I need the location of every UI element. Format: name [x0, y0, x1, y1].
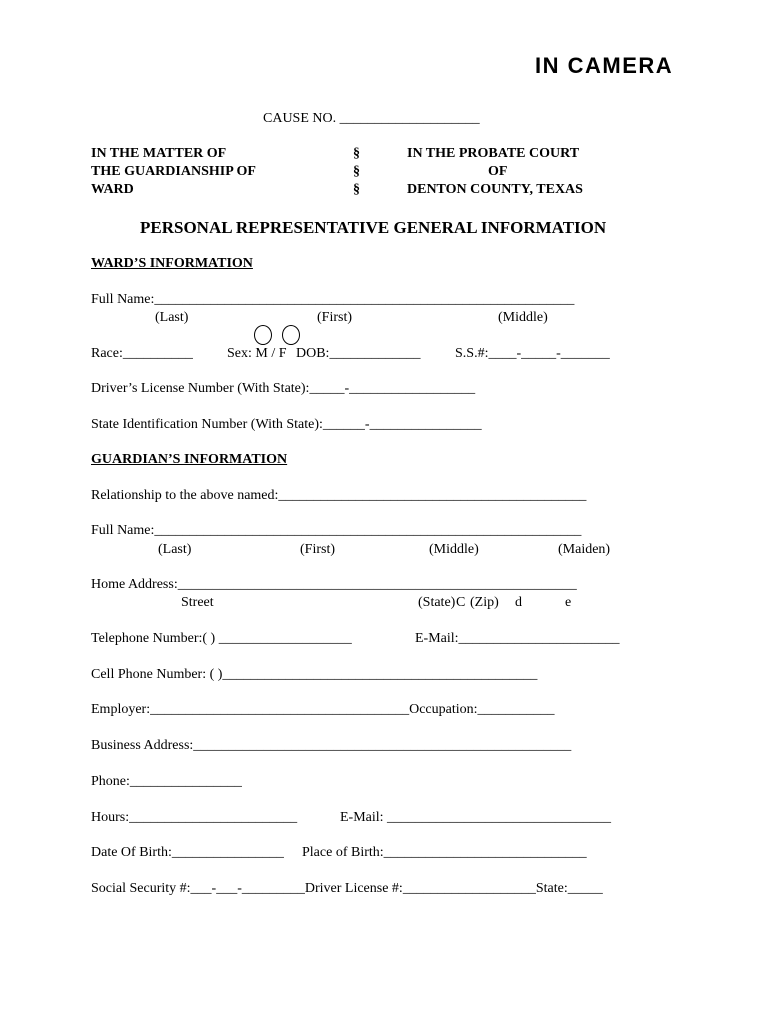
address-street-label: Street	[181, 595, 214, 610]
ward-first-name-label: (First)	[317, 310, 352, 325]
guardian-cell-phone-field[interactable]: Cell Phone Number: ( )_____________________________________________	[91, 667, 538, 682]
address-e-label: e	[565, 595, 572, 610]
section-symbol: §	[353, 164, 360, 179]
ward-full-name-field[interactable]: Full Name:____________________________________________________________	[91, 292, 575, 307]
sex-female-circle[interactable]	[282, 325, 300, 345]
caption-left-line-3: WARD	[91, 182, 134, 197]
cause-number-field[interactable]: CAUSE NO. ____________________	[263, 111, 480, 126]
caption-right-line-3: DENTON COUNTY, TEXAS	[407, 182, 583, 197]
sex-male-circle[interactable]	[254, 325, 272, 345]
caption-left-line-1: IN THE MATTER OF	[91, 146, 227, 161]
ward-middle-name-label: (Middle)	[498, 310, 548, 325]
guardian-ssn-license-state-field[interactable]: Social Security #:___-___-_________Driver License #:___________________State:_____	[91, 881, 603, 896]
section-symbol: §	[353, 146, 360, 161]
guardian-dob-field[interactable]: Date Of Birth:________________	[91, 845, 284, 860]
address-c-label: C	[456, 595, 466, 610]
ward-sex-field[interactable]: Sex: M / F	[227, 346, 287, 361]
caption-right-line-1: IN THE PROBATE COURT	[407, 146, 580, 161]
ward-last-name-label: (Last)	[155, 310, 189, 325]
ward-dob-field[interactable]: DOB:_____________	[296, 346, 421, 361]
guardian-email-field[interactable]: E-Mail:_______________________	[415, 631, 620, 646]
guardian-full-name-field[interactable]: Full Name:_____________________________________________________________	[91, 523, 582, 538]
guardian-telephone-field[interactable]: Telephone Number:( ) ___________________	[91, 631, 352, 646]
guardian-business-address-field[interactable]: Business Address:______________________________________________________	[91, 738, 572, 753]
guardian-place-of-birth-field[interactable]: Place of Birth:_____________________________	[302, 845, 587, 860]
address-d-label: d	[515, 595, 522, 610]
guardian-employer-occupation-field[interactable]: Employer:_____________________________________Occupation:___________	[91, 702, 555, 717]
guardian-business-phone-field[interactable]: Phone:________________	[91, 774, 242, 789]
guardian-section-heading: GUARDIAN’S INFORMATION	[91, 452, 288, 467]
ward-drivers-license-field[interactable]: Driver’s License Number (With State):_____-__________________	[91, 381, 476, 396]
ward-ss-field[interactable]: S.S.#:____-_____-_______	[455, 346, 610, 361]
ward-state-id-field[interactable]: State Identification Number (With State):______-________________	[91, 417, 482, 432]
ward-race-field[interactable]: Race:__________	[91, 346, 193, 361]
in-camera-stamp: IN CAMERA	[535, 53, 674, 78]
caption-left-line-2: THE GUARDIANSHIP OF	[91, 164, 256, 179]
guardian-first-name-label: (First)	[300, 542, 335, 557]
guardian-middle-name-label: (Middle)	[429, 542, 479, 557]
form-title: PERSONAL REPRESENTATIVE GENERAL INFORMATION	[140, 218, 607, 237]
guardian-business-email-field[interactable]: E-Mail: ________________________________	[340, 810, 612, 825]
guardian-hours-field[interactable]: Hours:________________________	[91, 810, 298, 825]
caption-right-line-2: OF	[488, 164, 508, 179]
ward-section-heading: WARD’S INFORMATION	[91, 256, 253, 271]
address-zip-label: (Zip)	[470, 595, 499, 610]
address-state-label: (State)	[418, 595, 456, 610]
guardian-last-name-label: (Last)	[158, 542, 192, 557]
guardian-maiden-name-label: (Maiden)	[558, 542, 611, 557]
guardian-relationship-field[interactable]: Relationship to the above named:____________________________________________	[91, 488, 587, 503]
guardian-home-address-field[interactable]: Home Address:_________________________________________________________	[91, 577, 577, 592]
section-symbol: §	[353, 182, 360, 197]
